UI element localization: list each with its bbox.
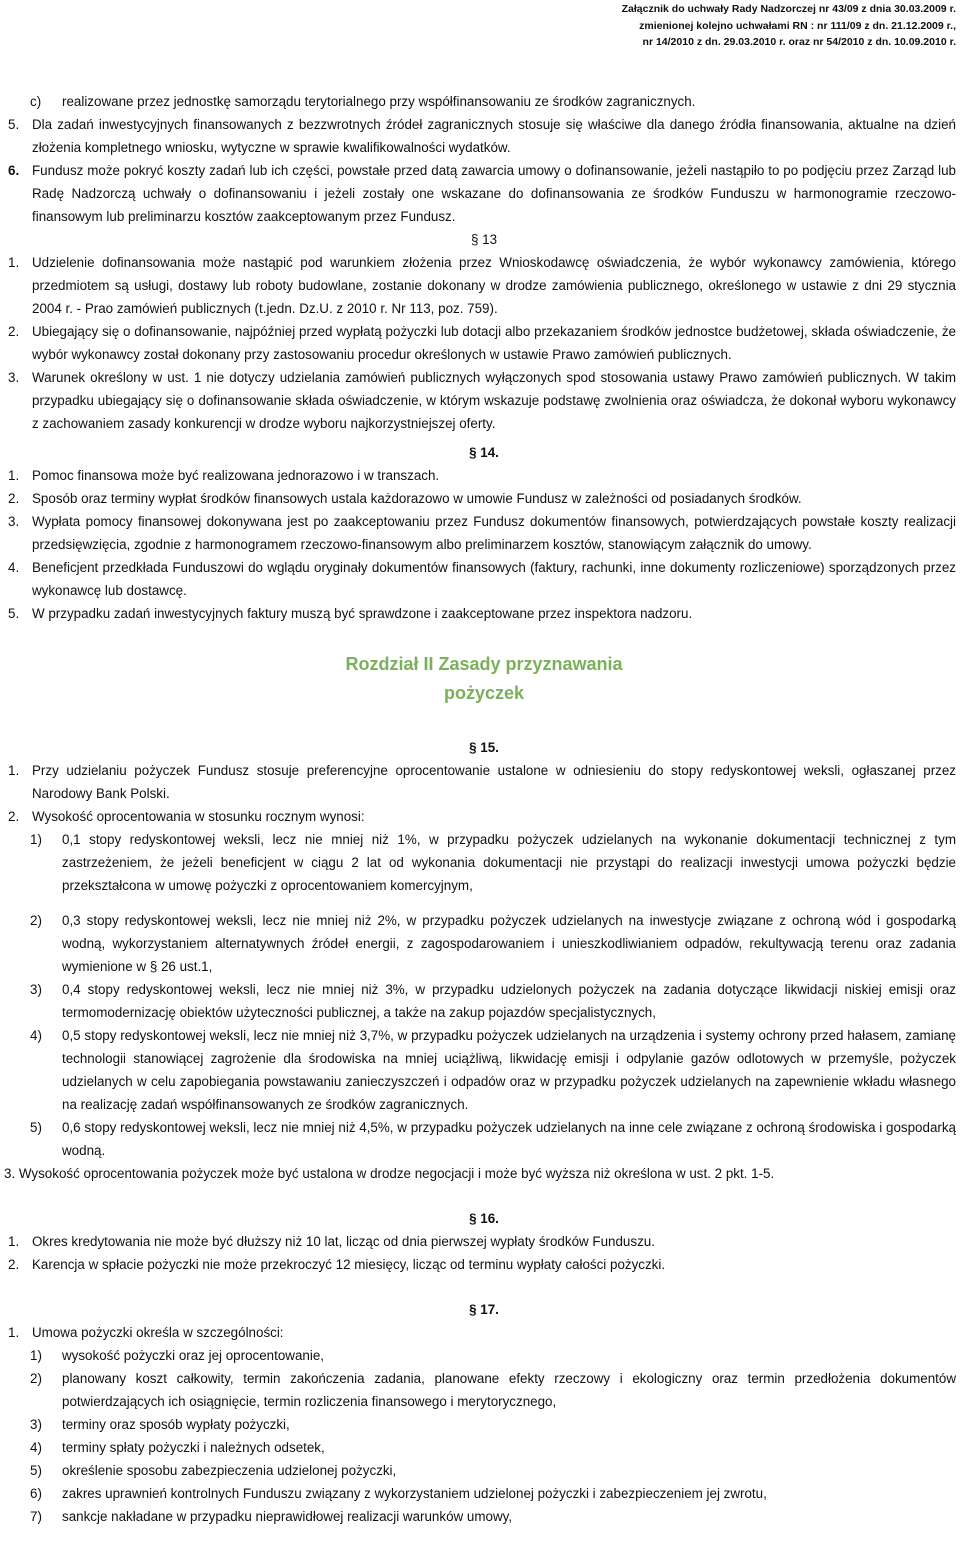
list-item — [30, 1367, 956, 1413]
item-text: Beneficjent przedkłada Funduszowi do wglądu oryginały dokumentów finansowych (faktury, rachunki, inne dokumenty rozliczeniowe) sporządzonych przez wykonawcę lub dostawcę. — [32, 560, 956, 598]
item-text: zakres uprawnień kontrolnych Funduszu związany z wykorzystaniem udzielonej pożyczki i zabezpieczeniem jej zwrotu, — [62, 1486, 767, 1501]
item-text: sankcje nakładane w przypadku nieprawidłowej realizacji warunków umowy, — [62, 1509, 513, 1524]
item-number: 2. — [8, 809, 20, 824]
list-item — [8, 510, 956, 556]
list-item — [8, 602, 956, 625]
item-text: planowany koszt całkowity, termin zakończenia zadania, planowane efekty rzeczowy i ekologiczny oraz termin przedłożenia dokumentów potwierdzających ich osiągnięcie, termin rozliczenia finansowego i merytorycznego, — [62, 1371, 956, 1409]
list-item — [30, 828, 956, 897]
list-item — [30, 1459, 956, 1482]
item-number: 2. — [8, 491, 20, 506]
list-item — [30, 1436, 956, 1459]
item-text: Warunek określony w ust. 1 nie dotyczy udzielania zamówień publicznych wyłączonych spod stosowania ustawy Prawo zamówień publicznych. W takim przypadku ubiegający się o dofinansowanie składa oświadczenie, w którym wskazuje podstawę zwolnienia oraz oświadcza, że dokonał wyboru wykonawcy z zachowaniem zasady konkurencji w drodze wyboru najkorzystniejszej oferty. — [32, 370, 956, 431]
item-text: Udzielenie dofinansowania może nastąpić pod warunkiem złożenia przez Wnioskodawcę oświadczenia, że wybór wykonawcy zamówienia, którego przedmiotem są usługi, dostawy lub roboty budowlane, zostanie dokonany w drodze zamówienia publicznego, określonego w ustawie z dni 29 stycznia 2004 r. - Prao zamówień publicznych (t.jedn. Dz.U. z 2010 r. Nr 113, poz. 759). — [32, 255, 956, 316]
item-text: wysokość pożyczki oraz jej oprocentowanie, — [62, 1348, 324, 1363]
item-number: 2) — [30, 1371, 42, 1386]
section-heading-15: § 15. — [469, 740, 499, 755]
paragraph-15-3: 3. Wysokość oprocentowania pożyczek może być ustalona w drodze negocjacji i może być wyższa niż określona w ust. 2 pkt. 1-5. — [4, 1166, 775, 1181]
item-number: 5) — [30, 1120, 42, 1135]
list-item — [8, 1253, 956, 1276]
item-number: 2. — [8, 324, 20, 339]
item-number: 2) — [30, 913, 42, 928]
list-item — [30, 909, 956, 978]
list-item — [30, 90, 956, 113]
section-heading-16: § 16. — [469, 1211, 499, 1226]
item-text: Karencja w spłacie pożyczki nie może przekroczyć 12 miesięcy, licząc od terminu wypłaty całości pożyczki. — [32, 1257, 666, 1272]
paragraph-17-1 — [8, 1321, 956, 1344]
item-number: 2. — [8, 1257, 20, 1272]
item-text: Dla zadań inwestycyjnych finansowanych z bezzwrotnych źródeł zagranicznych stosuje się właściwe dla danego źródła finansowania, aktualne na dzień złożenia kompletnego wniosku, wytyczne w sprawie kwalifikowalności wydatków. — [32, 117, 956, 155]
item-number: 1. — [8, 1234, 20, 1249]
item-number: 4) — [30, 1440, 42, 1455]
item-text: określenie sposobu zabezpieczenia udzielonej pożyczki, — [62, 1463, 397, 1478]
chapter-title-line-2: pożyczek — [443, 683, 525, 703]
section-heading-17: § 17. — [469, 1302, 499, 1317]
item-number: 7) — [30, 1509, 42, 1524]
list-item — [30, 978, 956, 1024]
item-text: Fundusz może pokryć koszty zadań lub ich części, powstałe przed datą zawarcia umowy o dofinansowanie, jeżeli nastąpiło to po podjęciu przez Zarząd lub Radę Nadzorczą uchwały o dofinansowaniu i jeżeli zostały one wskazane do dofinansowania ze środków Funduszu w harmonogramie rzeczowo-finansowym lub preliminarzu kosztów zaakceptowanym przez Fundusz. — [32, 163, 956, 224]
item-number: 6. — [8, 163, 20, 178]
list-item — [30, 1024, 956, 1116]
item-text: Ubiegający się o dofinansowanie, najpóźniej przed wypłatą pożyczki lub dotacji albo przekazaniem środków jednostce budżetowej, składa oświadczenie, że wybór wykonawcy został dokonany przy zastosowaniu procedur określonych w ustawie Prawo zamówień publicznych. — [32, 324, 956, 362]
item-number: 5. — [8, 606, 20, 621]
paragraph-15-2 — [8, 805, 956, 828]
item-text: Umowa pożyczki określa w szczególności: — [32, 1325, 284, 1340]
item-number: 5) — [30, 1463, 42, 1478]
item-number: 1) — [30, 1348, 42, 1363]
list-item — [30, 1413, 956, 1436]
item-text: realizowane przez jednostkę samorządu terytorialnego przy współfinansowaniu ze środków zagranicznych. — [62, 94, 696, 109]
item-text: 0,3 stopy redyskontowej weksli, lecz nie mniej niż 2%, w przypadku pożyczek udzielanych na inwestycje związane z ochroną wód i gospodarką wodną, wykorzystaniem alternatywnych źródeł energii, z zagospodarowaniem i unieszkodliwianiem odpadów, rekultywacją terenu oraz zadania wymienione w § 26 ust.1, — [62, 913, 956, 974]
item-number: 3) — [30, 982, 42, 997]
list-item — [8, 556, 956, 602]
list-item — [30, 1482, 956, 1505]
list-item — [8, 320, 956, 366]
item-number: 1. — [8, 468, 20, 483]
item-number: 4) — [30, 1028, 42, 1043]
section-14-list — [8, 464, 956, 625]
item-number: 6) — [30, 1486, 42, 1501]
document-header — [536, 1, 956, 51]
item-text: Pomoc finansowa może być realizowana jednorazowo i w transzach. — [32, 468, 440, 483]
item-text: 0,1 stopy redyskontowej weksli, lecz nie mniej niż 1%, w przypadku pożyczek udzielanych na wykonanie dokumentacji technicznej z tym zastrzeżeniem, że jeżeli beneficjent w ciągu 2 lat od wykonania dokumentacji nie przystąpi do realizacji inwestycji umowa pożyczki będzie przekształcona w umowę pożyczki z oprocentowaniem komercyjnym, — [62, 832, 956, 893]
header-line-2: zmienionej kolejno uchwałami RN : nr 111/09 z dn. 21.12.2009 r., — [639, 19, 956, 32]
item-number: 3. — [8, 514, 20, 529]
item-number: 1. — [8, 1325, 20, 1340]
section-heading-14: § 14. — [469, 445, 499, 460]
list-item — [8, 487, 956, 510]
item-text: 0,6 stopy redyskontowej weksli, lecz nie mniej niż 4,5%, w przypadku pożyczek udzielanych na inne cele związane z ochroną środowiska i gospodarką wodną. — [62, 1120, 956, 1158]
item-number: 5. — [8, 117, 20, 132]
section-13-list — [8, 251, 956, 435]
item-number: 1. — [8, 763, 20, 778]
header-line-1: Załącznik do uchwały Rady Nadzorczej nr 43/09 z dnia 30.03.2009 r. — [621, 3, 956, 15]
paragraph-15-1 — [8, 759, 956, 805]
list-item — [30, 1344, 956, 1367]
item-text: Sposób oraz terminy wypłat środków finansowych ustala każdorazowo w umowie Fundusz w zależności od posiadanych środków. — [32, 491, 802, 506]
item-text: terminy spłaty pożyczki i należnych odsetek, — [62, 1440, 325, 1455]
item-number: c) — [30, 94, 42, 109]
list-item — [30, 1116, 956, 1162]
section-heading-13: § 13 — [470, 232, 498, 247]
list-item — [8, 251, 956, 320]
item-number: 3. — [8, 370, 20, 385]
item-text: 0,5 stopy redyskontowej weksli, lecz nie mniej niż 3,7%, w przypadku pożyczek udzielanych na urządzenia i systemy ochrony przed hałasem, zamianę technologii stanowiącej zagrożenie dla środowiska na mniej uciążliwą, likwidację emisji i odpylanie gazów odlotowych w przemyśle, pożyczek udzielanych w celu zapobiegania powstawaniu zanieczyszczeń i odpadów oraz w przypadku pożyczek udzielanych na zapewnienie wkładu własnego na realizację zadań współfinansowanych ze środków zagranicznych. — [62, 1028, 956, 1112]
item-number: 3) — [30, 1417, 42, 1432]
header-line-3: nr 14/2010 z dn. 29.03.2010 r. oraz nr 54/2010 z dn. 10.09.2010 r. — [642, 36, 956, 48]
list-item — [8, 366, 956, 435]
item-text: W przypadku zadań inwestycyjnych faktury muszą być sprawdzone i zaakceptowane przez inspektora nadzoru. — [32, 606, 693, 621]
item-text: terminy oraz sposób wypłaty pożyczki, — [62, 1417, 290, 1432]
list-item — [8, 1230, 956, 1253]
paragraph-5 — [8, 113, 956, 159]
document-body — [4, 90, 956, 1528]
item-text: Wypłata pomocy finansowej dokonywana jest po zaakceptowaniu przez Fundusz dokumentów finansowych, potwierdzających powstałe koszty realizacji przedsięwzięcia, zgodnie z harmonogramem rzeczowo-finansowym albo preliminarzem kosztów, stanowiącym załącznik do umowy. — [32, 514, 956, 552]
list-item — [8, 464, 956, 487]
item-number: 1. — [8, 255, 20, 270]
item-text: Przy udzielaniu pożyczek Fundusz stosuje preferencyjne oprocentowanie ustalone w odniesieniu do stopy redyskontowej weksli, ogłaszanej przez Narodowy Bank Polski. — [32, 763, 956, 801]
chapter-title — [8, 650, 956, 708]
list-item — [30, 1505, 956, 1528]
item-number: 1) — [30, 832, 42, 847]
item-text: 0,4 stopy redyskontowej weksli, lecz nie mniej niż 3%, w przypadku udzielonych pożyczek na zadania dotyczące likwidacji niskiej emisji oraz termomodernizację obiektów użyteczności publicznej, a także na zakup pojazdów specjalistycznych, — [62, 982, 956, 1020]
item-number: 4. — [8, 560, 20, 575]
chapter-title-line-1: Rozdział II Zasady przyznawania — [345, 654, 623, 674]
paragraph-6 — [8, 159, 956, 228]
item-text: Wysokość oprocentowania w stosunku rocznym wynosi: — [32, 809, 365, 824]
item-text: Okres kredytowania nie może być dłuższy niż 10 lat, licząc od dnia pierwszej wypłaty środków Funduszu. — [32, 1234, 655, 1249]
